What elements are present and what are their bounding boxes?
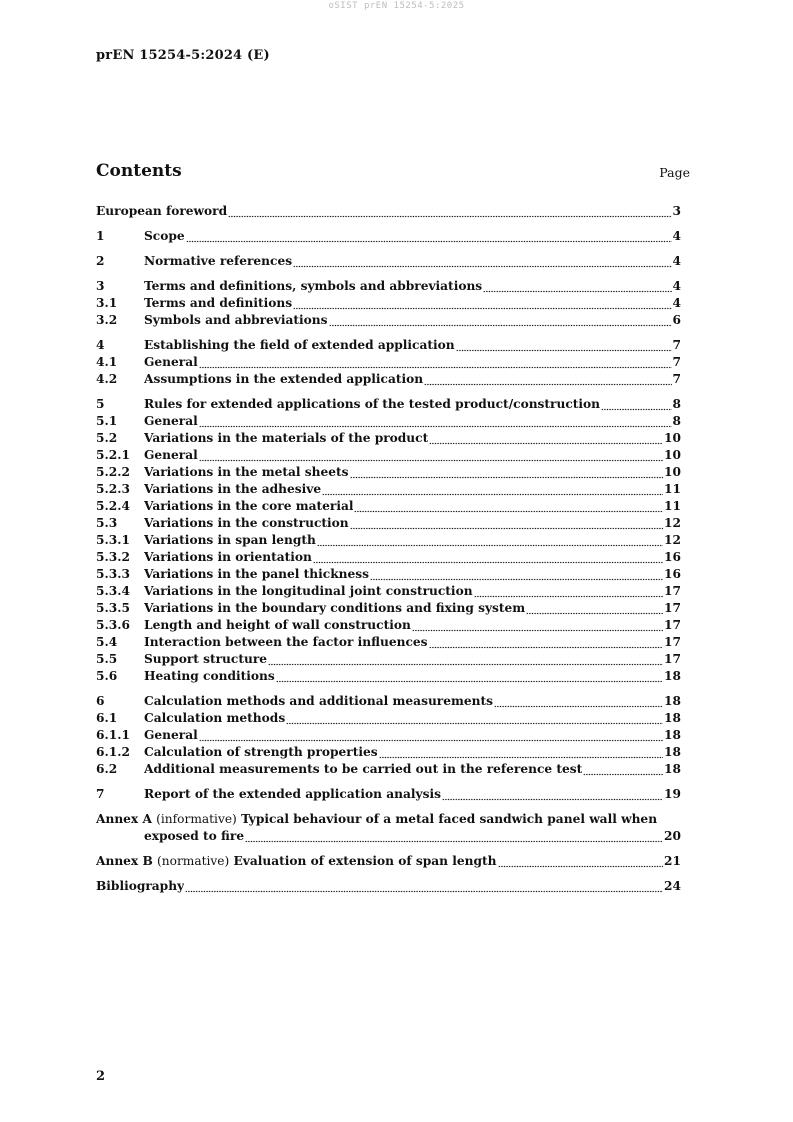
toc-entry-6-1-2[interactable] bbox=[96, 744, 681, 761]
toc-entry-title: Variations in the boundary conditions and fixing system bbox=[144, 601, 526, 615]
toc-entry-number: 4.2 bbox=[96, 372, 118, 386]
toc-entry-title: Terms and definitions, symbols and abbreviations bbox=[144, 279, 483, 293]
toc-entry-title: Normative references bbox=[144, 254, 293, 268]
dot-leader bbox=[424, 371, 671, 388]
dot-leader bbox=[286, 710, 663, 727]
toc-entry-4-2[interactable] bbox=[96, 371, 681, 388]
toc-entry-page: 18 bbox=[664, 745, 681, 759]
dot-leader bbox=[185, 878, 663, 895]
toc-entry-bibliography[interactable] bbox=[96, 878, 681, 895]
toc-entry-title: Rules for extended applications of the tested product/construction bbox=[144, 397, 600, 411]
toc-entry-page: 7 bbox=[672, 372, 681, 386]
toc-entry-title: Variations in the longitudinal joint construction bbox=[144, 584, 473, 598]
dot-leader bbox=[322, 481, 663, 498]
annex-type: (normative) bbox=[157, 854, 230, 868]
toc-entry-page: 18 bbox=[664, 694, 681, 708]
document-identifier: prEN 15254-5:2024 (E) bbox=[96, 48, 270, 63]
toc-entry-title: Interaction between the factor influences bbox=[144, 635, 428, 649]
toc-entry-page: 10 bbox=[664, 431, 681, 445]
annex-heading-line bbox=[96, 811, 681, 828]
toc-entry-title: Variations in the core material bbox=[144, 499, 354, 513]
dot-leader bbox=[429, 430, 663, 447]
toc-entry-title: Support structure bbox=[144, 652, 267, 666]
toc-entry-number: 6.2 bbox=[96, 762, 118, 776]
toc-entry-4-1[interactable] bbox=[96, 354, 681, 371]
toc-entry-number: 6.1 bbox=[96, 711, 118, 725]
toc-entry-page: 12 bbox=[664, 533, 681, 547]
toc-entry-page: 24 bbox=[664, 879, 681, 893]
toc-entry-number: 5.3.6 bbox=[96, 618, 130, 632]
dot-leader bbox=[186, 228, 672, 245]
toc-entry-page: 11 bbox=[664, 482, 681, 496]
toc-entry-number: 5.3.2 bbox=[96, 550, 130, 564]
toc-entry-page: 3 bbox=[672, 204, 681, 218]
annex-label: Annex A bbox=[96, 812, 152, 826]
contents-heading: Contents bbox=[96, 161, 182, 181]
toc-entry-page: 4 bbox=[672, 296, 681, 310]
toc-entry-page: 17 bbox=[664, 584, 681, 598]
toc-entry-title: Symbols and abbreviations bbox=[144, 313, 328, 327]
toc-entry-page: 4 bbox=[672, 279, 681, 293]
toc-entry-2[interactable] bbox=[96, 253, 681, 270]
toc-entry-page: 8 bbox=[672, 414, 681, 428]
toc-entry-number: 5.2 bbox=[96, 431, 118, 445]
toc-entry-title: Establishing the field of extended application bbox=[144, 338, 455, 352]
annex-type: (informative) bbox=[156, 812, 237, 826]
toc-entry-6-2[interactable] bbox=[96, 761, 681, 778]
toc-entry-5-3-1[interactable] bbox=[96, 532, 681, 549]
toc-entry-page: 17 bbox=[664, 601, 681, 615]
toc-entry-page: 17 bbox=[664, 635, 681, 649]
toc-entry-number: 6.1.2 bbox=[96, 745, 130, 759]
toc-entry-3[interactable] bbox=[96, 278, 681, 295]
toc-entry-number: 5.6 bbox=[96, 669, 118, 683]
toc-entry-page: 18 bbox=[664, 711, 681, 725]
toc-entry-page: 4 bbox=[672, 229, 681, 243]
toc-entry-6[interactable] bbox=[96, 693, 681, 710]
annex-label: Annex B bbox=[96, 854, 153, 868]
toc-entry-page: 7 bbox=[672, 355, 681, 369]
dot-leader bbox=[313, 549, 663, 566]
toc-entry-title: Length and height of wall construction bbox=[144, 618, 411, 632]
toc-entry-5-3-6[interactable] bbox=[96, 617, 681, 634]
page-column-label: Page bbox=[659, 165, 690, 180]
toc-entry-5-3-3[interactable] bbox=[96, 566, 681, 583]
toc-entry-number: 5.2.2 bbox=[96, 465, 130, 479]
toc-entry-title: Scope bbox=[144, 229, 185, 243]
toc-entry-title: Calculation methods and additional measurements bbox=[144, 694, 493, 708]
toc-entry-number: 2 bbox=[96, 254, 105, 268]
toc-entry-number: 1 bbox=[96, 229, 105, 243]
page-number: 2 bbox=[96, 1069, 106, 1084]
toc-entry-page: 6 bbox=[672, 313, 681, 327]
toc-entry-title: Variations in orientation bbox=[144, 550, 312, 564]
dot-leader bbox=[483, 278, 671, 295]
toc-entry-title: European foreword bbox=[96, 204, 228, 218]
annex-continuation-line bbox=[96, 828, 681, 845]
toc-entry-page: 17 bbox=[664, 618, 681, 632]
toc-entry-5-2-1[interactable] bbox=[96, 447, 681, 464]
toc-entry-page: 17 bbox=[664, 652, 681, 666]
toc-entry-title: Variations in the materials of the product bbox=[144, 431, 429, 445]
toc-entry-5-2[interactable] bbox=[96, 430, 681, 447]
toc-entry-number: 5.2.1 bbox=[96, 448, 130, 462]
toc-entry-1[interactable] bbox=[96, 228, 681, 245]
toc-entry-title: Calculation methods bbox=[144, 711, 286, 725]
toc-entry-title: General bbox=[144, 414, 198, 428]
toc-entry-number: 3.1 bbox=[96, 296, 118, 310]
toc-entry-title: General bbox=[144, 448, 198, 462]
toc-entry-page: 12 bbox=[664, 516, 681, 530]
toc-entry-title: Heating conditions bbox=[144, 669, 275, 683]
toc-entry-number: 5.2.4 bbox=[96, 499, 130, 513]
dot-leader bbox=[199, 447, 663, 464]
toc-entry-number: 5.3.5 bbox=[96, 601, 130, 615]
watermark: oSIST prEN 15254-5:2025 bbox=[328, 1, 465, 11]
toc-entry-title: General bbox=[144, 728, 198, 742]
toc-entry-6-1-1[interactable] bbox=[96, 727, 681, 744]
dot-leader bbox=[293, 253, 671, 270]
toc-entry-title: Variations in span length bbox=[144, 533, 316, 547]
toc-entry-number: 4 bbox=[96, 338, 105, 352]
toc-entry-4[interactable] bbox=[96, 337, 681, 354]
toc-entry-number: 5.3.4 bbox=[96, 584, 130, 598]
toc-entry-number: 5.3 bbox=[96, 516, 118, 530]
toc-entry-number: 4.1 bbox=[96, 355, 118, 369]
toc-entry-number: 5.1 bbox=[96, 414, 118, 428]
dot-leader bbox=[429, 634, 664, 651]
toc-entry-annex-b[interactable] bbox=[96, 853, 681, 870]
toc-entry-5-3[interactable] bbox=[96, 515, 681, 532]
dot-leader bbox=[199, 354, 672, 371]
toc-entry-5-4[interactable] bbox=[96, 634, 681, 651]
toc-entry-page: 4 bbox=[672, 254, 681, 268]
toc-entry-title: Variations in the adhesive bbox=[144, 482, 322, 496]
dot-leader bbox=[370, 566, 663, 583]
toc-entry-page: 18 bbox=[664, 728, 681, 742]
toc-entry-page: 10 bbox=[664, 448, 681, 462]
toc-entry-number: 5.3.3 bbox=[96, 567, 130, 581]
toc-entry-number: 5.3.1 bbox=[96, 533, 130, 547]
toc-entry-title: Variations in the metal sheets bbox=[144, 465, 349, 479]
toc-entry-5[interactable] bbox=[96, 396, 681, 413]
dot-leader bbox=[350, 515, 663, 532]
annex-title-continued: exposed to fire bbox=[144, 829, 245, 843]
dot-leader bbox=[494, 693, 663, 710]
toc-entry-page: 19 bbox=[664, 787, 681, 801]
toc-entry-foreword[interactable] bbox=[96, 203, 681, 220]
dot-leader bbox=[442, 786, 663, 803]
annex-title: Typical behaviour of a metal faced sandwich panel wall when bbox=[241, 812, 658, 826]
dot-leader bbox=[412, 617, 663, 634]
toc-entry-title: Terms and definitions bbox=[144, 296, 293, 310]
toc-entry-title: Variations in the panel thickness bbox=[144, 567, 369, 581]
toc-entry-page: 20 bbox=[664, 829, 681, 843]
toc-entry-number: 6.1.1 bbox=[96, 728, 130, 742]
toc-entry-page: 16 bbox=[664, 550, 681, 564]
dot-leader bbox=[354, 498, 663, 515]
toc-entry-annex-a[interactable] bbox=[96, 811, 681, 845]
table-of-contents bbox=[96, 203, 681, 895]
toc-entry-5-2-3[interactable] bbox=[96, 481, 681, 498]
toc-entry-5-3-5[interactable] bbox=[96, 600, 681, 617]
dot-leader bbox=[379, 744, 663, 761]
dot-leader bbox=[498, 853, 664, 870]
toc-entry-title: Bibliography bbox=[96, 879, 185, 893]
toc-entry-title: Report of the extended application analysis bbox=[144, 787, 441, 801]
dot-leader bbox=[199, 727, 663, 744]
toc-entry-3-1[interactable] bbox=[96, 295, 681, 312]
dot-leader bbox=[526, 600, 663, 617]
dot-leader bbox=[474, 583, 663, 600]
toc-entry-number: 5.5 bbox=[96, 652, 118, 666]
toc-entry-title: General bbox=[144, 355, 198, 369]
toc-entry-title bbox=[96, 853, 497, 870]
toc-entry-title: Variations in the construction bbox=[144, 516, 349, 530]
toc-entry-number: 6 bbox=[96, 694, 105, 708]
toc-entry-number: 3 bbox=[96, 279, 105, 293]
toc-entry-5-3-4[interactable] bbox=[96, 583, 681, 600]
dot-leader bbox=[317, 532, 663, 549]
toc-entry-5-5[interactable] bbox=[96, 651, 681, 668]
toc-entry-3-2[interactable] bbox=[96, 312, 681, 329]
toc-entry-page: 10 bbox=[664, 465, 681, 479]
toc-entry-title: Additional measurements to be carried out in the reference test bbox=[144, 762, 583, 776]
toc-entry-page: 8 bbox=[672, 397, 681, 411]
toc-entry-5-2-2[interactable] bbox=[96, 464, 681, 481]
toc-entry-number: 5.4 bbox=[96, 635, 118, 649]
dot-leader bbox=[583, 761, 663, 778]
dot-leader bbox=[228, 203, 671, 220]
toc-entry-page: 18 bbox=[664, 669, 681, 683]
toc-entry-page: 16 bbox=[664, 567, 681, 581]
toc-entry-page: 18 bbox=[664, 762, 681, 776]
annex-title: Evaluation of extension of span length bbox=[233, 854, 497, 868]
toc-entry-5-1[interactable] bbox=[96, 413, 681, 430]
dot-leader bbox=[601, 396, 672, 413]
toc-entry-page: 7 bbox=[672, 338, 681, 352]
dot-leader bbox=[276, 668, 663, 685]
dot-leader bbox=[268, 651, 663, 668]
dot-leader bbox=[199, 413, 672, 430]
toc-entry-page: 11 bbox=[664, 499, 681, 513]
dot-leader bbox=[245, 828, 663, 845]
dot-leader bbox=[456, 337, 672, 354]
toc-entry-number: 5 bbox=[96, 397, 105, 411]
toc-entry-6-1[interactable] bbox=[96, 710, 681, 727]
toc-entry-page: 21 bbox=[664, 854, 681, 868]
dot-leader bbox=[350, 464, 664, 481]
toc-entry-5-2-4[interactable] bbox=[96, 498, 681, 515]
toc-entry-number: 3.2 bbox=[96, 313, 118, 327]
toc-entry-5-3-2[interactable] bbox=[96, 549, 681, 566]
toc-entry-number: 5.2.3 bbox=[96, 482, 130, 496]
dot-leader bbox=[329, 312, 672, 329]
toc-entry-5-6[interactable] bbox=[96, 668, 681, 685]
toc-entry-title: Calculation of strength properties bbox=[144, 745, 378, 759]
toc-entry-title: Assumptions in the extended application bbox=[144, 372, 424, 386]
toc-entry-number: 7 bbox=[96, 787, 105, 801]
toc-entry-7[interactable] bbox=[96, 786, 681, 803]
dot-leader bbox=[293, 295, 671, 312]
